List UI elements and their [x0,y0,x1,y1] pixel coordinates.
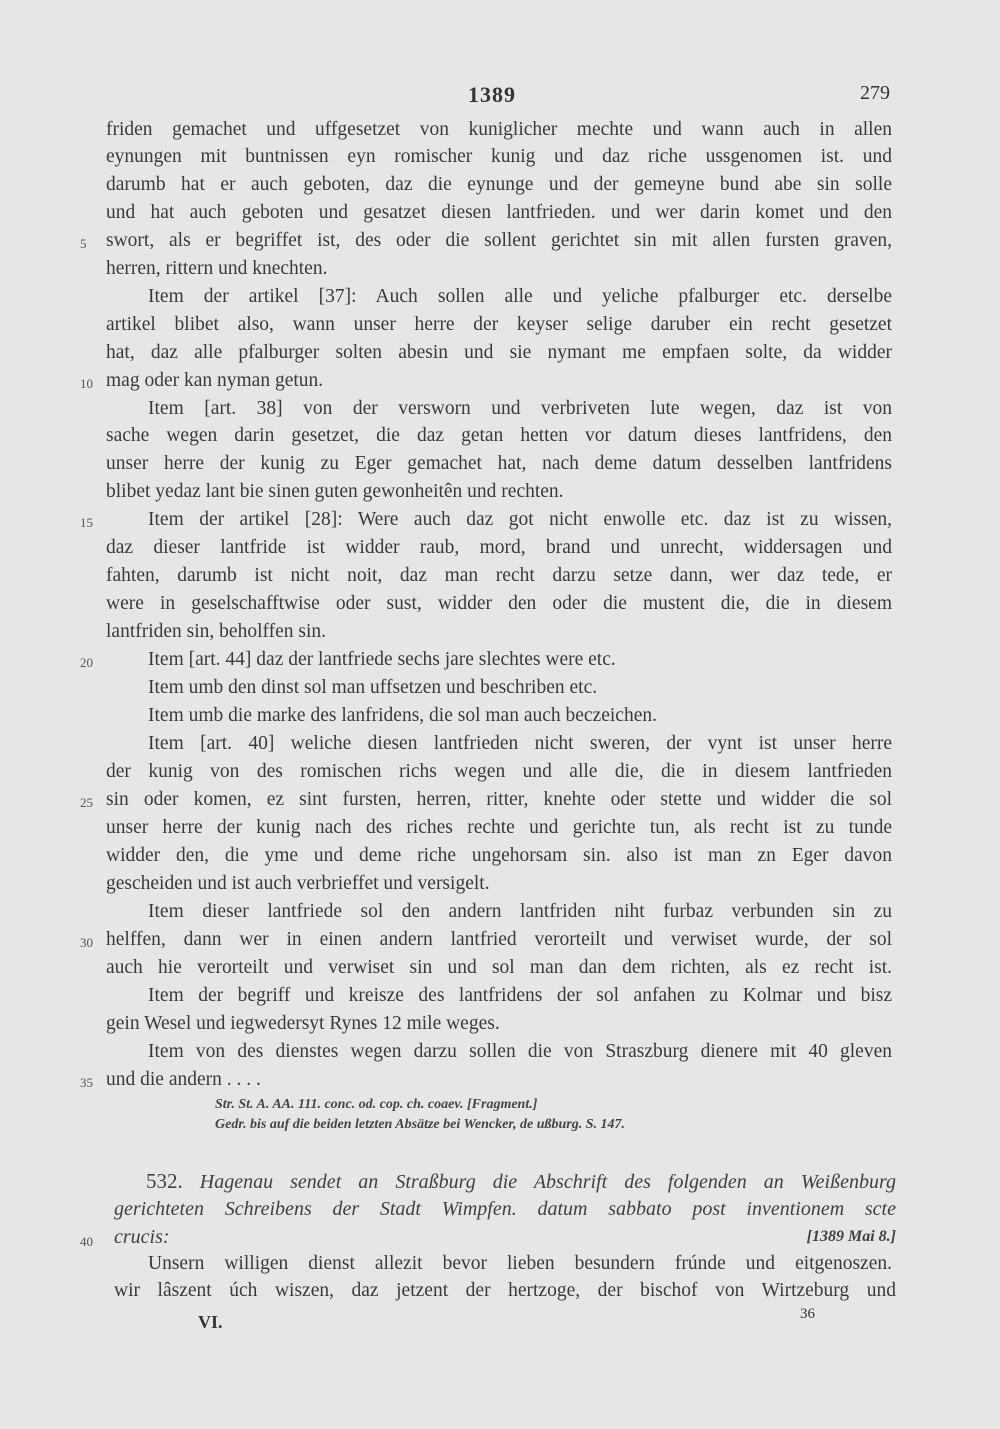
text-line: darumb hat er auch geboten, daz die eynunge und der gemeyne bund abe sin solle [106,174,892,195]
text-line: sache wegen darin gesetzet, die daz getan hetten vor datum dieses lantfridens, den [106,425,892,446]
page-number: 279 [860,82,890,104]
text-line: widder den, die yme und deme riche ungehorsam sin. also ist man zn Eger davon [106,845,892,866]
text-line: gein Wesel und iegwedersyt Rynes 12 mile weges. [106,1013,500,1034]
text-line: Item [art. 44] daz der lantfriede sechs jare slechtes were etc. [148,649,616,670]
text-line: mag oder kan nyman getun. [106,370,324,391]
text-line: Item umb die marke des lanfridens, die sol man auch beczeichen. [148,705,657,726]
text-line: Item der artikel [28]: Were auch daz got nicht enwolle etc. daz ist zu wissen, [148,509,892,530]
text-line: der kunig von des romischen richs wegen und alle die, die in diesem lantfrieden [106,761,892,782]
source-note: Str. St. A. AA. 111. conc. od. cop. ch. coaev. [Fragment.] [215,1097,538,1112]
text-line: unser herre der kunig nach des riches rechte und gerichte tun, als recht ist zu tunde [106,817,892,838]
text-line: und hat auch geboten und gesatzet diesen lantfrieden. und wer darin komet und den [106,202,892,223]
line-number: 15 [80,515,93,530]
document-heading-line-1: Hagenau sendet an Straßburg die Abschrift des folgenden an Weißenburg [199,1171,897,1193]
document-number: 532. [146,1169,183,1193]
text-line: lantfriden sin, beholffen sin. [106,621,327,642]
line-number: 35 [80,1075,93,1090]
line-number: 30 [80,935,93,950]
text-line: fahten, darumb ist nicht noit, daz man recht darzu setze dann, wer daz tede, er [106,565,892,586]
text-line: Item dieser lantfriede sol den andern lantfriden niht furbaz verbunden sin zu [148,901,892,922]
line-number: 25 [80,795,93,810]
text-line: Item der begriff und kreisze des lantfridens der sol anfahen zu Kolmar und bisz [148,985,892,1006]
text-line: blibet yedaz lant bie sinen guten gewonheitên und rechten. [106,481,564,502]
text-line: hat, daz alle pfalburger solten abesin und sie nymant me empfaen solte, da widder [106,342,892,363]
text-line: wir lâszent úch wiszen, daz jetzent der hertzoge, der bischof von Wirtzeburg und [114,1280,896,1301]
text-line: gescheiden und ist auch verbrieffet und versigelt. [106,873,490,894]
text-line: auch hie verorteilt und verwiset sin und sol man dan dem richten, als ez recht ist. [106,957,892,978]
signature-mark: VI. [198,1312,223,1332]
text-line: artikel blibet also, wann unser herre der keyser selige daruber ein recht gesetzet [106,314,892,335]
text-line: sin oder komen, ez sint fursten, herren, ritter, knehte oder stette und widder die sol [106,789,892,810]
document-date: [1389 Mai 8.] [806,1228,896,1245]
text-line: und die andern . . . . [106,1069,261,1090]
running-head-year: 1389 [468,82,516,107]
line-number: 5 [80,236,87,251]
text-line: swort, als er begriffet ist, des oder die sollent gerichtet sin mit allen fursten graven, [106,230,892,251]
text-line: Item [art. 40] weliche diesen lantfrieden nicht sweren, der vynt ist unser herre [148,733,892,754]
text-line: eynungen mit buntnissen eyn romischer kunig und daz riche ussgenomen ist. und [106,146,892,167]
text-line: helffen, dann wer in einen andern lantfried verorteilt und verwiset wurde, der sol [106,929,892,950]
text-line: Item umb den dinst sol man uffsetzen und beschriben etc. [148,677,598,698]
text-line: friden gemachet und uffgesetzet von kuniglicher mechte und wann auch in allen [106,119,892,140]
text-line: Item von des dienstes wegen darzu sollen die von Straszburg dienere mit 40 gleven [148,1041,892,1062]
text-line: were in geselschafftwise oder sust, widder den oder die mustent die, die in diesem [106,593,892,614]
sheet-number: 36 [800,1306,815,1322]
running-head [0,82,1000,112]
text-line: Item der artikel [37]: Auch sollen alle und yeliche pfalburger etc. derselbe [148,286,892,307]
document-heading-line-3: crucis: [114,1226,170,1248]
document-date-line [114,1224,896,1250]
text-line: daz dieser lantfride ist widder raub, mord, brand und unrecht, widdersagen und [106,537,892,558]
document-heading-line-2: gerichteten Schreibens der Stadt Wimpfen. datum sabbato post inventionem scte [114,1198,896,1220]
text-line: herren, rittern und knechten. [106,258,328,279]
line-number: 20 [80,655,93,670]
text-line: unser herre der kunig zu Eger gemachet hat, nach deme datum desselben lantfridens [106,453,892,474]
text-line: Item [art. 38] von der versworn und verbriveten lute wegen, daz ist von [148,398,892,419]
line-number: 40 [80,1234,93,1249]
source-note: Gedr. bis auf die beiden letzten Absätze bei Wencker, de ußburg. S. 147. [215,1117,626,1132]
document-heading [146,1168,896,1195]
line-number: 10 [80,376,93,391]
text-line: Unsern willigen dienst allezit bevor lieben besundern frúnde und eitgenoszen. [148,1253,892,1274]
